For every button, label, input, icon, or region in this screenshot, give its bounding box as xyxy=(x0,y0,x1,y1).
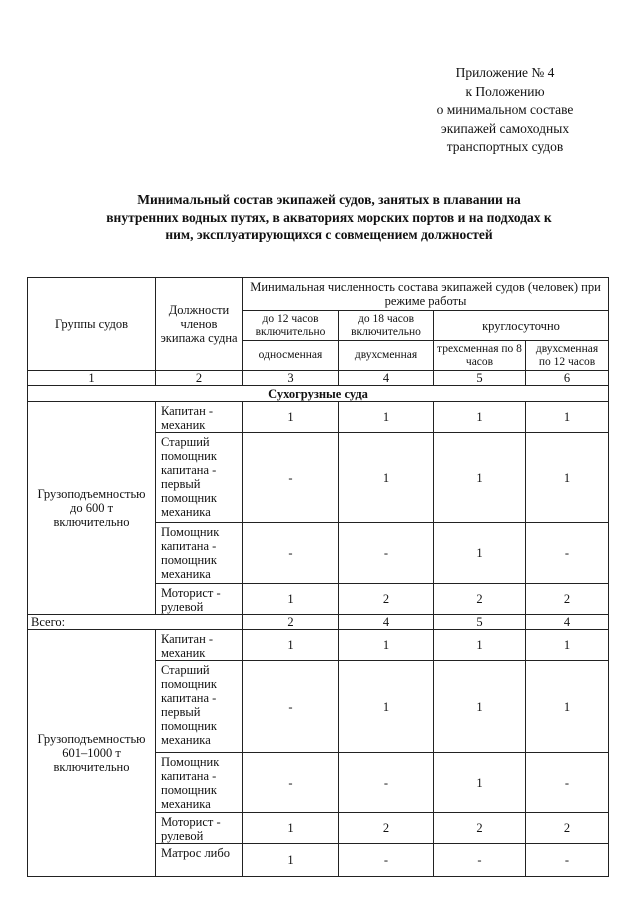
value-cell: 1 xyxy=(243,844,339,877)
position-cell: Матрос либо xyxy=(156,844,243,877)
header-upto18: до 18 часов включительно xyxy=(339,311,434,341)
column-number: 3 xyxy=(243,371,339,386)
column-number: 1 xyxy=(28,371,156,386)
value-cell: 1 xyxy=(434,433,526,523)
header-upto12: до 12 часов включительно xyxy=(243,311,339,341)
appendix-line: экипажей самоходных xyxy=(440,120,570,136)
title-line: Минимальный состав экипажей судов, занятых в плавании на xyxy=(137,192,521,207)
appendix-line: Приложение № 4 xyxy=(455,65,555,80)
value-cell: 2 xyxy=(526,813,609,844)
value-cell: - xyxy=(526,844,609,877)
document-title xyxy=(60,191,598,244)
group-name: Грузоподъемностью 601–1000 т включительно xyxy=(28,630,156,877)
value-cell: 1 xyxy=(243,813,339,844)
value-cell: 1 xyxy=(434,753,526,813)
appendix-header xyxy=(395,64,615,157)
value-cell: 2 xyxy=(339,813,434,844)
position-cell: Помощник капитана - помощник механика xyxy=(156,753,243,813)
header-double-shift-12h: двухсменная по 12 часов xyxy=(526,341,609,371)
value-cell: 1 xyxy=(243,402,339,433)
value-cell: 2 xyxy=(526,584,609,615)
value-cell: 1 xyxy=(339,402,434,433)
header-double-shift: двухсменная xyxy=(339,341,434,371)
value-cell: 1 xyxy=(434,402,526,433)
total-value: 4 xyxy=(526,615,609,630)
column-number: 5 xyxy=(434,371,526,386)
appendix-line: о минимальном составе xyxy=(436,102,574,117)
value-cell: 1 xyxy=(339,661,434,753)
section-title: Сухогрузные суда xyxy=(28,386,609,402)
value-cell: - xyxy=(243,661,339,753)
value-cell: - xyxy=(339,844,434,877)
appendix-line: к Положению xyxy=(465,83,545,99)
column-number: 2 xyxy=(156,371,243,386)
value-cell: - xyxy=(339,523,434,584)
position-cell: Моторист - рулевой xyxy=(156,813,243,844)
title-line: ним, эксплуатирующихся с совмещением должностей xyxy=(165,227,493,242)
header-positions: Должности членов экипажа судна xyxy=(156,278,243,371)
value-cell: 1 xyxy=(526,433,609,523)
value-cell: 1 xyxy=(434,523,526,584)
value-cell: - xyxy=(243,523,339,584)
position-cell: Помощник капитана - помощник механика xyxy=(156,523,243,584)
header-roundclock: круглосуточно xyxy=(434,311,609,341)
value-cell: 1 xyxy=(526,661,609,753)
group-name: Грузоподъемностью до 600 т включительно xyxy=(28,402,156,615)
crew-table xyxy=(27,277,609,877)
column-number: 6 xyxy=(526,371,609,386)
value-cell: - xyxy=(243,753,339,813)
value-cell: - xyxy=(526,753,609,813)
column-number: 4 xyxy=(339,371,434,386)
position-cell: Старший помощник капитана - первый помощник механика xyxy=(156,433,243,523)
position-cell: Старший помощник капитана - первый помощник механика xyxy=(156,661,243,753)
value-cell: 1 xyxy=(339,433,434,523)
total-value: 4 xyxy=(339,615,434,630)
value-cell: - xyxy=(339,753,434,813)
header-single-shift: односменная xyxy=(243,341,339,371)
total-label: Всего: xyxy=(28,615,243,630)
value-cell: - xyxy=(434,844,526,877)
value-cell: 1 xyxy=(243,584,339,615)
value-cell: 1 xyxy=(243,630,339,661)
value-cell: 1 xyxy=(339,630,434,661)
header-triple-shift-8h: трехсменная по 8 часов xyxy=(434,341,526,371)
appendix-line: транспортных судов xyxy=(446,139,564,154)
title-line: внутренних водных путях, в акваториях морских портов и на подходах к xyxy=(106,209,552,225)
value-cell: 1 xyxy=(526,630,609,661)
total-value: 2 xyxy=(243,615,339,630)
position-cell: Капитан - механик xyxy=(156,630,243,661)
value-cell: - xyxy=(526,523,609,584)
value-cell: 2 xyxy=(434,584,526,615)
total-value: 5 xyxy=(434,615,526,630)
header-groups: Группы судов xyxy=(28,278,156,371)
value-cell: 1 xyxy=(434,630,526,661)
header-min-crew: Минимальная численность состава экипажей судов (человек) при режиме работы xyxy=(243,278,609,311)
value-cell: - xyxy=(243,433,339,523)
value-cell: 2 xyxy=(339,584,434,615)
position-cell: Капитан - механик xyxy=(156,402,243,433)
position-cell: Моторист - рулевой xyxy=(156,584,243,615)
value-cell: 1 xyxy=(434,661,526,753)
value-cell: 2 xyxy=(434,813,526,844)
value-cell: 1 xyxy=(526,402,609,433)
